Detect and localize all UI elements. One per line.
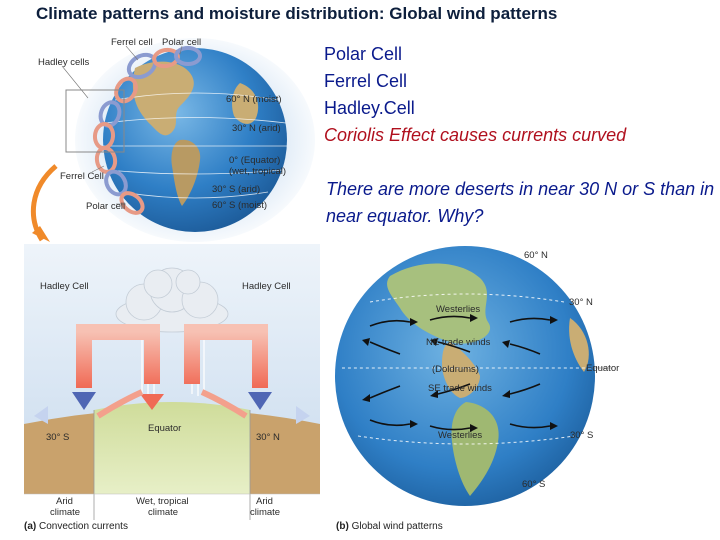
label-30s-wind: 30° S — [570, 430, 594, 441]
bullet-polar-cell: Polar Cell — [324, 44, 403, 64]
label-ferrel-cell-bottom: Ferrel Cell — [60, 171, 104, 182]
label-equator-convection: Equator — [148, 423, 182, 434]
caption-letter-b: (b) — [336, 521, 349, 532]
label-hadley-cells: Hadley cells — [38, 57, 90, 68]
caption-letter-a: (a) — [24, 521, 37, 532]
label-equator-sub: (wet, tropical) — [229, 166, 287, 177]
label-60n-moist: 60° N (moist) — [226, 94, 282, 105]
label-polar-cell-bottom: Polar cell — [86, 201, 126, 212]
label-30n-convection: 30° N — [256, 432, 280, 443]
label-se-trade-winds: SE trade winds — [428, 383, 492, 394]
label-polar-cell-top: Polar cell — [162, 37, 202, 48]
label-30n-wind: 30° N — [569, 297, 593, 308]
label-ferrel-cell-top: Ferrel cell — [111, 37, 153, 48]
label-equator-top: 0° (Equator) — [229, 155, 281, 166]
label-30n-arid: 30° N (arid) — [232, 123, 281, 134]
label-60n-wind: 60° N — [524, 250, 548, 261]
label-climate-left: climate — [50, 507, 81, 518]
label-westerlies-south: Westerlies — [438, 430, 483, 441]
label-arid-left: Arid — [56, 496, 73, 507]
label-climate-center: climate — [148, 507, 179, 518]
ground-tropical — [94, 402, 250, 494]
label-wet-tropical: Wet, tropical — [136, 496, 189, 507]
bullet-ferrel-cell: Ferrel Cell — [324, 71, 408, 91]
question-deserts: There are more deserts in near 30 N or S than in near equator. Why? — [326, 179, 715, 226]
label-30s-convection: 30° S — [46, 432, 70, 443]
label-climate-right: climate — [250, 507, 281, 518]
label-ne-trade-winds: NE trade winds — [426, 337, 491, 348]
bullet-coriolis: Coriolis Effect causes currents curved — [324, 125, 627, 145]
label-hadley-cell-right: Hadley Cell — [242, 281, 291, 292]
caption-text-a: Convection currents — [39, 521, 128, 532]
wind-globe-figure — [330, 238, 630, 518]
caption-wind-patterns — [336, 521, 443, 532]
label-arid-right: Arid — [256, 496, 273, 507]
label-hadley-cell-left: Hadley Cell — [40, 281, 89, 292]
label-equator-wind: Equator — [586, 363, 620, 374]
label-60s-wind: 60° S — [522, 479, 546, 490]
bullet-hadley-cell: Hadley.Cell — [324, 98, 415, 118]
label-30s-arid: 30° S (arid) — [212, 184, 261, 195]
caption-convection — [24, 521, 128, 532]
slide-title: Climate patterns and moisture distribution: Global wind patterns — [36, 4, 558, 23]
caption-text-b: Global wind patterns — [351, 521, 443, 532]
label-westerlies-north: Westerlies — [436, 304, 481, 315]
label-60s-moist: 60° S (moist) — [212, 200, 268, 211]
label-doldrums: (Doldrums) — [432, 364, 479, 375]
